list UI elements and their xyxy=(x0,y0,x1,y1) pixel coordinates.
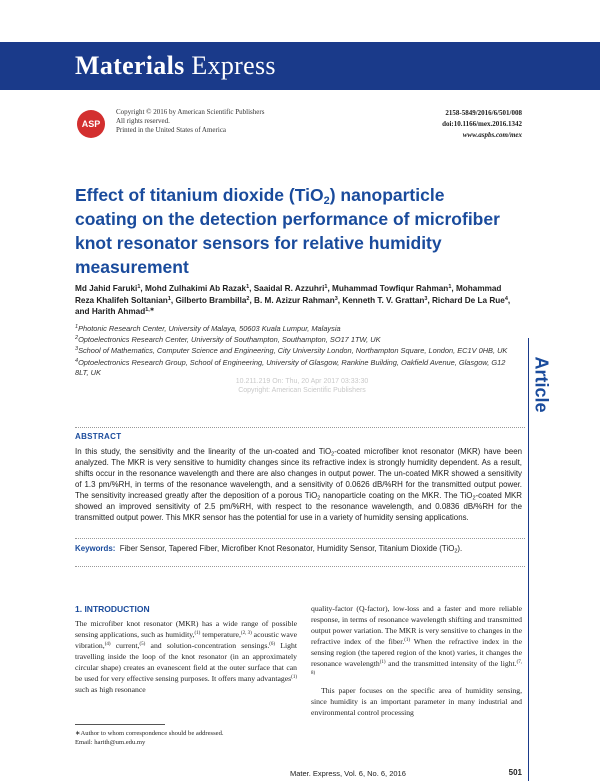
body-column-left: The microfiber knot resonator (MKR) has a wide range of possible sensing applications, such as humidity,$^{(1)}$ temperature,$^{(2, 3)}$ acoustic wave vibration,$^{(4)}$ current,$^{(5)}$ and solution-concentration sensings.$^{(6)}$ Light travelling inside the loop of the knot resonator (in an approximately circular shape) creates an evanescent field at the outer surface that can be used for very effective sensing purposes. It offers many advantages$^{(1)}$ such as high resonance xyxy=(75,619,298,694)
author-affiliation-mark: 3 xyxy=(424,295,428,302)
section-heading: 1. INTRODUCTION xyxy=(75,604,150,614)
page-footer xyxy=(290,769,522,778)
divider xyxy=(75,427,525,428)
watermark: 10.211.219 On: Thu, 20 Apr 2017 03:33:30 Copyright: American Scientific Publishers xyxy=(235,378,369,394)
author-list: Md Jahid Faruki$^1$, Mohd Zulhakimi Ab Razak$^1$, Saaidal R. Azzuhri$^1$, Muhammad Towfiqur Rahman$^1$, Mohammad Reza Khalifeh Soltanian$^1$, Gilberto Brambilla$^2$, B. M. Azizur Rahman$^3$, Kenneth T. V. Grattan$^3$, Richard De La Rue$^4$, and Harith Ahmad$^{1,∗}$ xyxy=(75,284,511,316)
author-affiliation-mark: 1 xyxy=(137,284,141,290)
footnote-rule xyxy=(75,724,165,725)
divider xyxy=(75,538,525,539)
author-affiliation-mark: 1 xyxy=(448,284,452,290)
keywords: Keywords: Fiber Sensor, Tapered Fiber, Microfiber Knot Resonator, Humidity Sensor, Titanium Dioxide (TiO$_2$). xyxy=(75,544,463,555)
divider xyxy=(75,566,525,567)
doi: doi:10.1166/mex.2016.1342 xyxy=(442,120,522,128)
author: B. M. Azizur Rahman xyxy=(254,295,335,305)
copyright-block: Copyright © 2016 by American Scientific Publishers All rights reserved. Printed in the United States of America xyxy=(116,108,265,134)
author: Mohd Zulhakimi Ab Razak xyxy=(144,284,247,293)
author: Muhammad Towfiqur Rahman xyxy=(332,284,449,293)
body-column-right: quality-factor (Q-factor), low-loss and a faster and more reliable response, in terms of resonance wavelength shifting and transmitted output power variation. The MKR is very sensitive to changes in the refractive index of the fiber.$^{(1)}$ When the refractive index in the sensing region (the tapered region of the knot) varies, it changes the resonance wavelength$^{(1)}$ and the transmitted intensity of the light.$^{(7, 8)}$ This paper focuses on the specific area of humidity sensing, since humidity is an important parameter in many industrial and environmental control processing xyxy=(311,604,523,717)
author: Harith Ahmad xyxy=(91,307,146,316)
affiliation: $^3$School of Mathematics, Computer Science and Engineering, City University London, Northampton Square, London, EC1V 0HB, UK xyxy=(75,346,508,356)
author: Saaidal R. Azzuhri xyxy=(253,284,325,293)
abstract-body: In this study, the sensitivity and the linearity of the un-coated and TiO$_2$-coated microfiber knot resonator (MKR) have been analyzed. The MKR is very sensitive to humidity changes since its refractive index is strongly humidity dependent. As a result, shifts occur in the resonance wavelength and there are also changes in output power. The un-coated MKR showed a sensitivity of 1.3 pm/%RH, in terms of the resonance wavelength, and a sensitivity of 0.0626 dB/%RH for the transmitted output power. The sensitivity increased greatly after the deposition of a porous TiO$_2$ nanoparticle coating on the MKR. The TiO$_2$-coated MKR showed an improved sensitivity of 2.5 pm/%RH, with respect to the resonance wavelength, and 0.0836 dB/%RH for the transmitted output power. This MKR sensor has the potential for use in a variety of humidity sensing applications. xyxy=(75,447,522,522)
author: Kenneth T. V. Grattan xyxy=(342,295,425,305)
author-affiliation-mark: 1 xyxy=(167,295,171,302)
article-identifiers xyxy=(442,108,522,141)
affiliation: $^4$Optoelectronics Research Group, School of Engineering, University of Glasgow, Rankine Building, Oakfield Avenue, Glasgow, G12 8LT, UK xyxy=(75,357,506,377)
author: Gilberto Brambilla xyxy=(175,295,247,305)
affiliations xyxy=(75,324,515,379)
author: Mohammad Reza Khalifeh Soltanian xyxy=(75,284,502,305)
author-affiliation-mark: 3 xyxy=(334,295,338,302)
journal-title: Materials Express xyxy=(75,51,276,80)
article-type-sidebar xyxy=(528,338,550,781)
author-affiliation-mark: 4 xyxy=(504,295,508,302)
page-number: 501 xyxy=(508,768,522,777)
article-title: Effect of titanium dioxide (TiO$_2$) nanoparticle coating on the detection performance of microfiber knot resonator sensors for relative humidity measurement xyxy=(75,185,500,277)
article-type-label: Article xyxy=(531,356,552,413)
citation: Mater. Express, Vol. 6, No. 6, 2016 xyxy=(290,769,406,778)
journal-banner xyxy=(0,42,600,90)
author-affiliation-mark: 1,∗ xyxy=(145,307,155,313)
publisher-logo: ASP xyxy=(77,110,105,138)
author-affiliation-mark: 2 xyxy=(246,295,250,302)
footnote: ∗Author to whom correspondence should be addressed. Email: harith@um.edu.my xyxy=(75,730,224,746)
affiliation: $^1$Photonic Research Center, University of Malaya, 50603 Kuala Lumpur, Malaysia xyxy=(75,324,341,333)
author: Richard De La Rue xyxy=(432,295,505,305)
journal-url[interactable]: www.aspbs.com/mex xyxy=(462,131,522,139)
abstract-heading: ABSTRACT xyxy=(75,432,122,441)
author-affiliation-mark: 1 xyxy=(324,284,328,290)
issn: 2158-5849/2016/6/501/008 xyxy=(445,109,522,117)
author-affiliation-mark: 1 xyxy=(246,284,250,290)
author: Md Jahid Faruki xyxy=(75,284,138,293)
affiliation: $^2$Optoelectronics Research Center, University of Southampton, Southampton, SO17 1TW, UK xyxy=(75,335,381,345)
